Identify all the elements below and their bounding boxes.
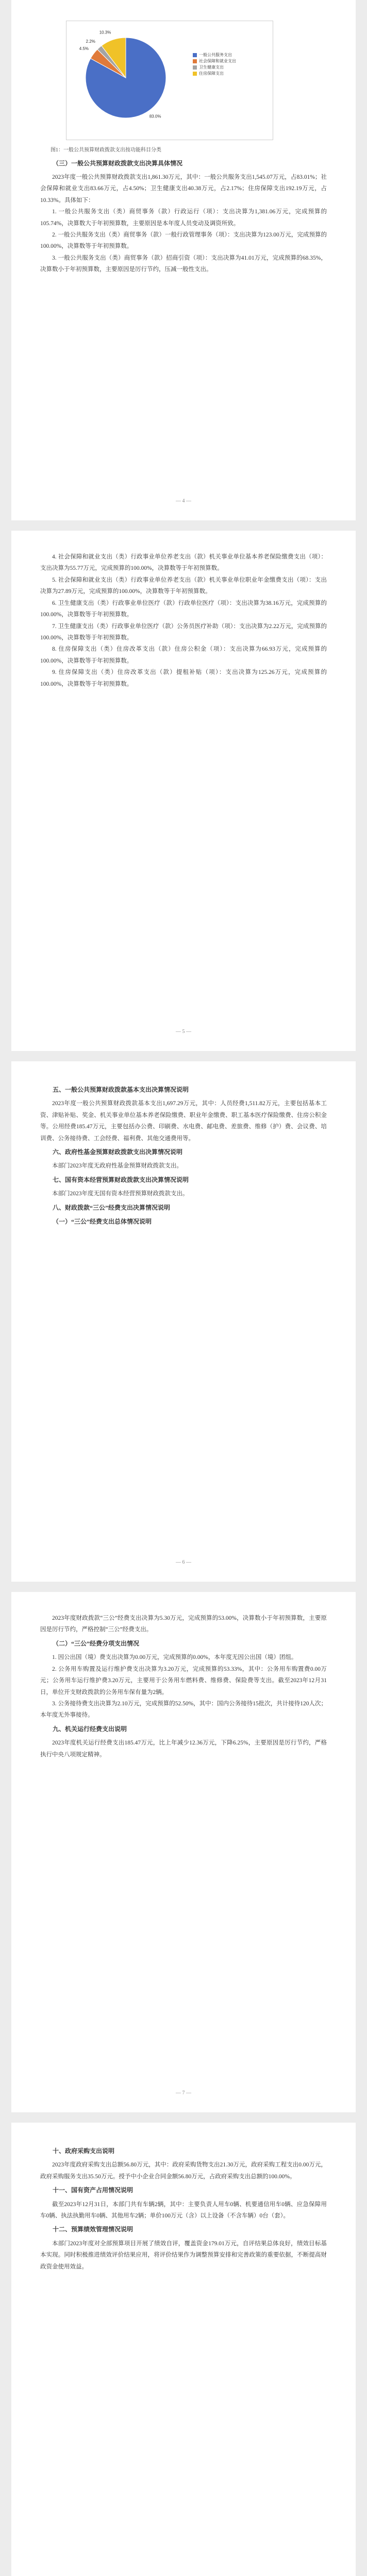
section-heading: （三）一般公共预算财政拨款支出决算具体情况 [53,159,183,167]
section-heading: 十一、国有资产占用情况说明 [53,2187,134,2194]
chart-caption: 图1：一般公共预算财政拨款支出按功能科目分类 [51,147,161,153]
document-page-1 [11,0,356,520]
legend-label: 住房保障支出 [199,71,224,76]
document-page-5 [11,2123,356,2576]
legend-swatch [193,59,197,63]
chart-legend [193,52,236,77]
body-paragraph: 2. 一般公共服务支出（类）商贸事务（款）一般行政管理事务（项）：支出决算为123.00万元，完成预算的100.00%，决算数等于年初预算数。 [40,232,327,250]
section-heading: 五、一般公共预算财政拨款基本支出决算情况说明 [53,1086,189,1093]
body-paragraph: 本部门2023年度对全部预算项目开展了绩效自评，覆盖资金179.01万元，自评结果总体良好，绩效目标基本实现。同时积极推进绩效评价结果应用，将评价结果作为调整预算安排和完善政策的重要依据，不断提高财政资金使用效益。 [40,2240,327,2270]
section-heading: 七、国有资本经营预算财政拨款支出决算情况说明 [53,1176,189,1183]
section-heading: 九、机关运行经费支出说明 [53,1725,127,1733]
document-page-3 [11,1061,356,1582]
body-paragraph: 6. 卫生健康支出（类）行政事业单位医疗（款）行政单位医疗（项）：支出决算为38.16万元，完成预算的100.00%，决算数等于年初预算数。 [40,600,327,618]
body-paragraph: 2023年度一般公共预算财政拨款基本支出1,697.29万元，其中：人员经费1,511.82万元，主要包括基本工资、津贴补贴、奖金、机关事业单位基本养老保险缴费、职业年金缴费、职工基本医疗保险缴费、住房公积金等。公用经费185.47万元，主要包括办公费、印刷费、水电费、邮电费、差旅费、维修（护）费、会议费、培训费、公务接待费、工会经费、福利费、其他交通费用等。 [40,1100,327,1142]
body-paragraph: 2023年度机关运行经费支出185.47万元，比上年减少12.36万元，下降6.25%，主要原因是厉行节约，严格执行中央八项规定精神。 [40,1740,327,1758]
section-heading: 八、财政拨款“三公”经费支出决算情况说明 [53,1204,171,1211]
page-body [40,2145,327,2273]
section-heading: （二）“三公”经费分项支出情况 [53,1639,140,1647]
body-paragraph: 5. 社会保障和就业支出（类）行政事业单位养老支出（款）机关事业单位职业年金缴费支出（项）：支出决算为27.89万元，完成预算的100.00%，决算数等于年初预算数。 [40,577,327,595]
legend-swatch [193,72,197,76]
document-page-2 [11,531,356,1051]
body-paragraph: 8. 住房保障支出（类）住房改革支出（款）住房公积金（项）：支出决算为66.93万元，完成预算的100.00%，决算数等于年初预算数。 [40,646,327,664]
body-paragraph: 1. 一般公共服务支出（类）商贸事务（款）行政运行（项）：支出决算为1,381.06万元，完成预算的105.74%，决算数大于年初预算数，主要原因是本年度人员变动及调资所致。 [40,209,327,227]
legend-label: 社会保障和就业支出 [199,59,236,63]
section-heading: （一）“三公”经费支出总体情况说明 [53,1218,152,1226]
page-body [40,551,327,690]
legend-swatch [193,53,197,57]
legend-item [193,64,236,71]
body-paragraph: 本部门2023年度无国有资本经营预算财政拨款支出。 [52,1191,189,1197]
body-paragraph: 3. 公务接待费支出决算为2.10万元，完成预算的52.50%，其中：国内公务接待15批次，共计接待120人次；本年度无外事接待。 [40,1700,327,1719]
pie-slice-label: 2.2% [86,39,95,44]
page-body [40,1613,327,1760]
body-paragraph: 截至2023年12月31日，本部门共有车辆2辆，其中：主要负责人用车0辆、机要通信用车0辆、应急保障用车0辆、执法执勤用车0辆、其他用车2辆；单价100万元（含）以上设备（不含车辆）0台（套）。 [40,2201,327,2219]
pie-slice-label: 10.3% [99,30,111,35]
body-paragraph: 3. 一般公共服务支出（类）商贸事务（款）招商引资（项）：支出决算为41.01万元，完成预算的68.35%，决算数小于年初预算数，主要原因是厉行节约，压减一般性支出。 [40,255,327,273]
document-page-4 [11,1592,356,2112]
body-paragraph: 2023年度一般公共预算财政拨款支出1,861.30万元，其中：一般公共服务支出1,545.07万元，占83.01%；社会保障和就业支出83.66万元，占4.50%；卫生健康支出40.38万元，占2.17%；住房保障支出192.19万元，占10.33%。具体如下： [40,174,327,204]
page-number: — 6 — [176,1559,191,1565]
pie-chart [66,21,273,140]
legend-label: 卫生健康支出 [199,65,224,70]
body-paragraph: 2023年度政府采购支出总额56.80万元，其中：政府采购货物支出21.30万元，政府采购工程支出0.00万元，政府采购服务支出35.50万元。授予中小企业合同金额56.80万元，占政府采购支出总额的100.00%。 [40,2162,327,2180]
page-number: — 7 — [176,2090,191,2096]
legend-item [193,52,236,58]
body-paragraph: 2023年度财政拨款“三公”经费支出决算为5.30万元，完成预算的53.00%，决算数小于年初预算数，主要原因是厉行节约，严格控制“三公”经费支出。 [40,1615,327,1633]
legend-label: 一般公共服务支出 [199,53,232,57]
body-paragraph: 9. 住房保障支出（类）住房改革支出（款）提租补贴（项）：支出决算为125.26万元，完成预算的100.00%，决算数等于年初预算数。 [40,669,327,687]
body-paragraph: 4. 社会保障和就业支出（类）行政事业单位养老支出（款）机关事业单位基本养老保险缴费支出（项）：支出决算为55.77万元，完成预算的100.00%，决算数等于年初预算数。 [40,554,327,572]
pie-chart-svg [66,21,273,140]
pie-slice-label: 83.0% [149,114,161,119]
body-paragraph: 1. 因公出国（境）费支出决算为0.00万元，完成预算的0.00%，本年度无因公出国（境）团组。 [52,1654,297,1661]
body-paragraph: 7. 卫生健康支出（类）行政事业单位医疗（款）公务员医疗补助（项）：支出决算为2.22万元，完成预算的100.00%，决算数等于年初预算数。 [40,623,327,641]
legend-swatch [193,65,197,70]
page-body [40,158,327,276]
section-heading: 六、政府性基金预算财政拨款支出决算情况说明 [53,1148,183,1156]
section-heading: 十、政府采购支出说明 [53,2147,115,2155]
page-number: — 4 — [176,498,191,504]
body-paragraph: 2. 公务用车购置及运行维护费支出决算为3.20万元，完成预算的53.33%，其中：公务用车购置费0.00万元；公务用车运行维护费3.20万元，主要用于公务用车燃料费、维修费、保险费等支出。截至2023年12月31日，单位开支财政拨款的公务用车保有量为2辆。 [40,1666,327,1696]
legend-item [193,58,236,64]
pie-slice-label: 4.5% [79,46,89,51]
legend-item [193,71,236,77]
body-paragraph: 本部门2023年度无政府性基金预算财政拨款支出。 [52,1163,182,1170]
section-heading: 十二、预算绩效管理情况说明 [53,2226,134,2233]
page-body [40,1084,327,1228]
page-number: — 5 — [176,1028,191,1035]
